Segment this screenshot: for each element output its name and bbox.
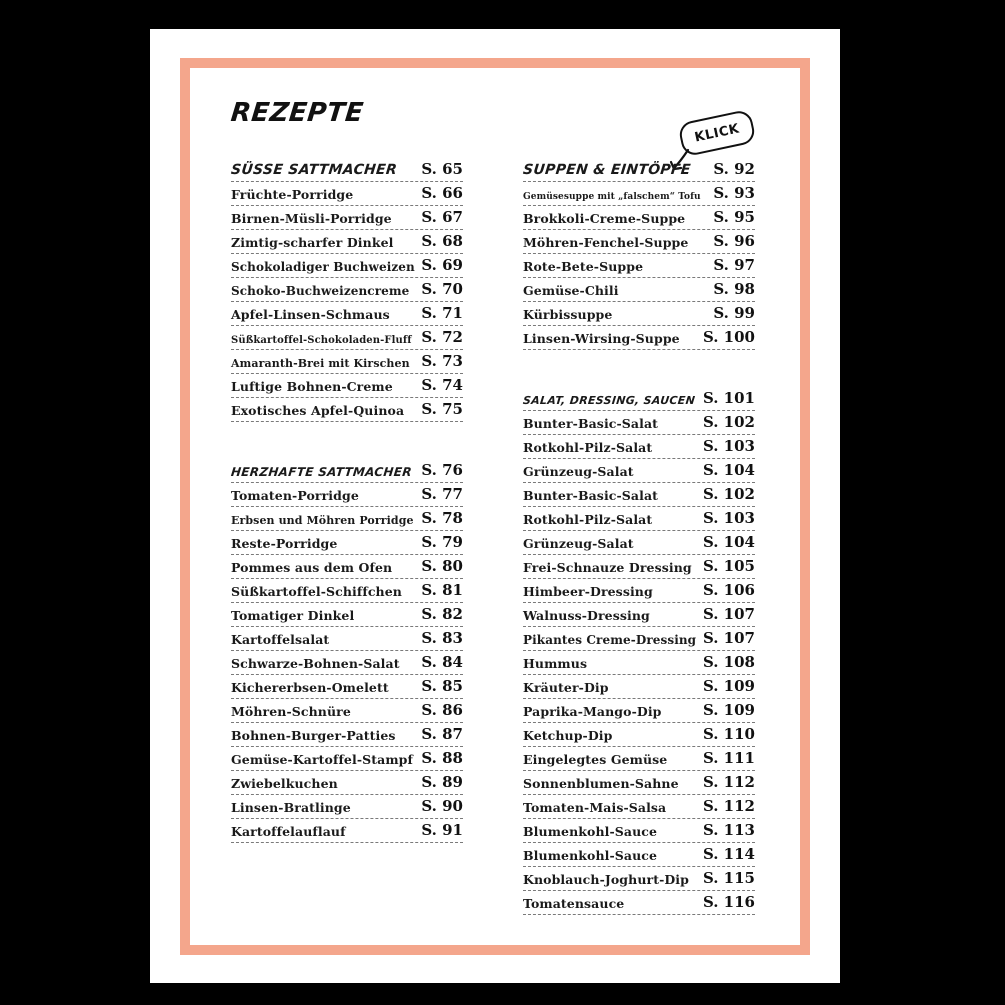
recipe-row[interactable] [231, 579, 463, 603]
section-heading: SUPPEN & EINTÖPFE [522, 162, 692, 178]
recipe-page: S. 100 [702, 328, 755, 346]
recipe-page: S. 114 [702, 845, 755, 863]
recipe-page: S. 75 [421, 400, 463, 418]
recipe-row[interactable] [231, 374, 463, 398]
recipe-row[interactable] [523, 302, 755, 326]
recipe-page: S. 70 [421, 280, 463, 298]
toc-column-right [523, 158, 755, 915]
recipe-row[interactable] [523, 747, 755, 771]
section-page: S. 65 [421, 160, 463, 178]
recipe-title: Eingelegtes Gemüse [523, 752, 668, 767]
page-title: REZEPTE [229, 98, 366, 128]
section-heading: HERZHAFTE SATTMACHER [230, 465, 413, 479]
toc-section [523, 158, 755, 350]
recipe-row[interactable] [523, 699, 755, 723]
recipe-title: Schokoladiger Buchweizen [231, 260, 415, 274]
recipe-page: S. 90 [421, 797, 463, 815]
recipe-row[interactable] [231, 230, 463, 254]
recipe-title: Zimtig-scharfer Dinkel [231, 235, 394, 250]
recipe-page: S. 87 [421, 725, 463, 743]
recipe-page: S. 88 [421, 749, 463, 767]
recipe-row[interactable] [523, 278, 755, 302]
recipe-page: S. 89 [421, 773, 463, 791]
recipe-row[interactable] [523, 411, 755, 435]
klick-label: KLICK [693, 120, 741, 146]
recipe-page: S. 69 [421, 256, 463, 274]
recipe-title: Walnuss-Dressing [523, 608, 650, 623]
recipe-row[interactable] [231, 326, 463, 350]
section-page: S. 76 [421, 461, 463, 479]
recipe-row[interactable] [523, 459, 755, 483]
recipe-title: Reste-Porridge [231, 536, 338, 551]
recipe-row[interactable] [231, 398, 463, 422]
recipe-title: Amaranth-Brei mit Kirschen [231, 357, 410, 370]
recipe-row[interactable] [523, 627, 755, 651]
recipe-row[interactable] [231, 206, 463, 230]
recipe-title: Brokkoli-Creme-Suppe [523, 211, 686, 226]
recipe-row[interactable] [231, 278, 463, 302]
section-heading-row[interactable] [231, 158, 463, 182]
recipe-row[interactable] [231, 483, 463, 507]
recipe-page: S. 115 [702, 869, 755, 887]
recipe-row[interactable] [523, 182, 755, 206]
recipe-title: Himbeer-Dressing [523, 584, 653, 599]
recipe-page: S. 84 [421, 653, 463, 671]
recipe-row[interactable] [523, 483, 755, 507]
recipe-page: S. 97 [713, 256, 755, 274]
recipe-row[interactable] [523, 675, 755, 699]
recipe-row[interactable] [231, 350, 463, 374]
recipe-row[interactable] [523, 254, 755, 278]
recipe-page: S. 77 [421, 485, 463, 503]
recipe-page: S. 102 [702, 413, 755, 431]
recipe-title: Bunter-Basic-Salat [523, 488, 659, 503]
recipe-row[interactable] [523, 843, 755, 867]
recipe-row[interactable] [231, 627, 463, 651]
recipe-title: Kartoffelsalat [231, 632, 330, 647]
recipe-page: S. 110 [702, 725, 755, 743]
recipe-title: Tomatensauce [523, 896, 625, 911]
recipe-page: S. 104 [702, 533, 755, 551]
recipe-page: S. 108 [702, 653, 755, 671]
recipe-page: S. 71 [421, 304, 463, 322]
recipe-title: Luftige Bohnen-Creme [231, 379, 393, 394]
recipe-page: S. 107 [702, 605, 755, 623]
recipe-page: S. 103 [702, 509, 755, 527]
recipe-title: Grünzeug-Salat [523, 464, 634, 479]
recipe-page: S. 67 [421, 208, 463, 226]
recipe-title: Exotisches Apfel-Quinoa [231, 403, 405, 418]
recipe-title: Früchte-Porridge [231, 187, 354, 202]
recipe-page: S. 81 [421, 581, 463, 599]
recipe-row[interactable] [523, 795, 755, 819]
recipe-title: Kichererbsen-Omelett [231, 680, 389, 695]
recipe-row[interactable] [523, 555, 755, 579]
recipe-title: Blumenkohl-Sauce [523, 824, 658, 839]
recipe-page: S. 99 [713, 304, 755, 322]
recipe-page: S. 86 [421, 701, 463, 719]
recipe-row[interactable] [231, 603, 463, 627]
recipe-page: S. 83 [421, 629, 463, 647]
recipe-title: Kartoffelauflauf [231, 824, 346, 839]
recipe-row[interactable] [231, 507, 463, 531]
recipe-title: Gemüse-Kartoffel-Stampf [231, 752, 413, 767]
recipe-title: Sonnenblumen-Sahne [523, 776, 679, 791]
recipe-page: S. 73 [421, 352, 463, 370]
recipe-row[interactable] [523, 603, 755, 627]
recipe-row[interactable] [523, 771, 755, 795]
recipe-row[interactable] [231, 771, 463, 795]
section-heading: SÜSSE SATTMACHER [230, 162, 398, 178]
recipe-page: S. 74 [421, 376, 463, 394]
section-page: S. 92 [713, 160, 755, 178]
recipe-row[interactable] [523, 891, 755, 915]
recipe-page: S. 95 [713, 208, 755, 226]
toc-section [231, 158, 463, 422]
recipe-title: Möhren-Schnüre [231, 704, 351, 719]
toc-column-left [231, 158, 463, 843]
recipe-title: Hummus [523, 656, 588, 671]
recipe-title: Schwarze-Bohnen-Salat [231, 656, 400, 671]
recipe-page: S. 80 [421, 557, 463, 575]
recipe-page: S. 79 [421, 533, 463, 551]
recipe-title: Knoblauch-Joghurt-Dip [523, 872, 689, 887]
recipe-title: Grünzeug-Salat [523, 536, 634, 551]
section-heading-row[interactable] [523, 387, 755, 411]
toc-section [523, 387, 755, 915]
section-heading: SALAT, DRESSING, SAUCEN [522, 394, 696, 407]
recipe-page: S. 78 [421, 509, 463, 527]
recipe-row[interactable] [523, 531, 755, 555]
recipe-page: S. 85 [421, 677, 463, 695]
recipe-page: S. 112 [702, 773, 755, 791]
recipe-title: Kräuter-Dip [523, 680, 609, 695]
recipe-title: Gemüsesuppe mit „falschem“ Tofu [523, 192, 701, 202]
recipe-title: Pommes aus dem Ofen [231, 560, 393, 575]
recipe-row[interactable] [523, 579, 755, 603]
section-heading-row[interactable] [231, 459, 463, 483]
recipe-row[interactable] [523, 326, 755, 350]
recipe-row[interactable] [523, 507, 755, 531]
recipe-page: S. 91 [421, 821, 463, 839]
recipe-page: S. 68 [421, 232, 463, 250]
recipe-title: Blumenkohl-Sauce [523, 848, 658, 863]
recipe-row[interactable] [523, 723, 755, 747]
recipe-title: Rote-Bete-Suppe [523, 259, 644, 274]
recipe-row[interactable] [231, 819, 463, 843]
recipe-title: Ketchup-Dip [523, 728, 613, 743]
recipe-page: S. 72 [421, 328, 463, 346]
recipe-row[interactable] [523, 230, 755, 254]
recipe-page: S. 116 [702, 893, 755, 911]
recipe-row[interactable] [231, 254, 463, 278]
recipe-page: S. 103 [702, 437, 755, 455]
recipe-page: S. 66 [421, 184, 463, 202]
recipe-row[interactable] [231, 699, 463, 723]
recipe-title: Möhren-Fenchel-Suppe [523, 235, 689, 250]
section-heading-row[interactable] [523, 158, 755, 182]
recipe-row[interactable] [231, 182, 463, 206]
recipe-title: Linsen-Wirsing-Suppe [523, 331, 680, 346]
recipe-title: Rotkohl-Pilz-Salat [523, 512, 653, 527]
recipe-title: Kürbissuppe [523, 307, 613, 322]
recipe-title: Pikantes Creme-Dressing [523, 633, 697, 647]
recipe-page: S. 96 [713, 232, 755, 250]
section-spacer [523, 350, 755, 387]
recipe-title: Süßkartoffel-Schiffchen [231, 584, 402, 599]
recipe-title: Bunter-Basic-Salat [523, 416, 659, 431]
recipe-page: S. 111 [702, 749, 755, 767]
recipe-title: Gemüse-Chili [523, 283, 619, 298]
recipe-row[interactable] [231, 723, 463, 747]
recipe-title: Erbsen und Möhren Porridge [231, 514, 414, 527]
recipe-page: S. 102 [702, 485, 755, 503]
recipe-title: Tomatiger Dinkel [231, 608, 355, 623]
recipe-title: Süßkartoffel-Schokoladen-Fluff [231, 335, 412, 346]
recipe-row[interactable] [231, 302, 463, 326]
recipe-row[interactable] [231, 747, 463, 771]
recipe-row[interactable] [231, 555, 463, 579]
recipe-row[interactable] [231, 795, 463, 819]
recipe-page: S. 109 [702, 677, 755, 695]
section-page: S. 101 [702, 389, 755, 407]
recipe-row[interactable] [231, 531, 463, 555]
recipe-title: Paprika-Mango-Dip [523, 704, 662, 719]
recipe-page: S. 106 [702, 581, 755, 599]
recipe-title: Bohnen-Burger-Patties [231, 728, 396, 743]
recipe-row[interactable] [523, 206, 755, 230]
recipe-row[interactable] [523, 651, 755, 675]
recipe-title: Schoko-Buchweizencreme [231, 284, 410, 298]
recipe-row[interactable] [523, 867, 755, 891]
recipe-title: Birnen-Müsli-Porridge [231, 211, 392, 226]
recipe-title: Zwiebelkuchen [231, 776, 338, 791]
recipe-row[interactable] [523, 819, 755, 843]
recipe-row[interactable] [231, 651, 463, 675]
recipe-title: Tomaten-Porridge [231, 488, 359, 503]
toc-section [231, 459, 463, 843]
recipe-page: S. 82 [421, 605, 463, 623]
recipe-row[interactable] [231, 675, 463, 699]
recipe-title: Rotkohl-Pilz-Salat [523, 440, 653, 455]
recipe-page: S. 107 [702, 629, 755, 647]
section-spacer [231, 422, 463, 459]
recipe-page: S. 98 [713, 280, 755, 298]
recipe-row[interactable] [523, 435, 755, 459]
recipe-page: S. 104 [702, 461, 755, 479]
recipe-title: Tomaten-Mais-Salsa [523, 800, 667, 815]
recipe-page: S. 105 [702, 557, 755, 575]
recipe-page: S. 93 [713, 184, 755, 202]
recipe-page: S. 112 [702, 797, 755, 815]
recipe-page: S. 109 [702, 701, 755, 719]
recipe-title: Apfel-Linsen-Schmaus [231, 307, 390, 322]
recipe-title: Frei-Schnauze Dressing [523, 560, 692, 575]
recipe-title: Linsen-Bratlinge [231, 800, 351, 815]
recipe-page: S. 113 [702, 821, 755, 839]
